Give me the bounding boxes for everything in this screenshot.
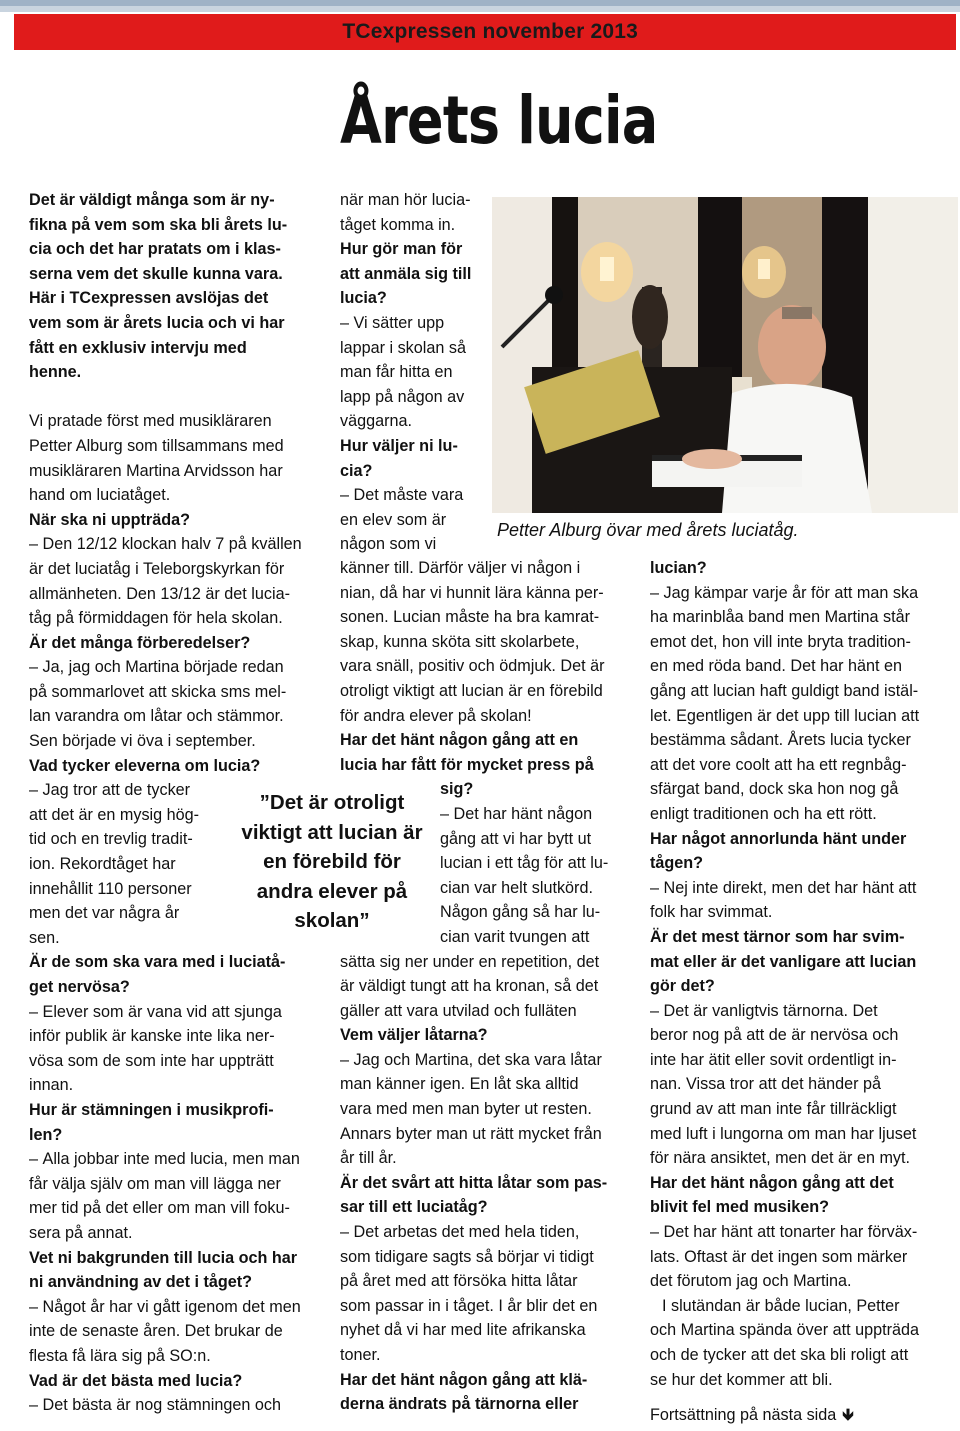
text-line bbox=[650, 999, 950, 1024]
text-line bbox=[340, 1097, 640, 1122]
text-line bbox=[29, 606, 329, 631]
text-line-content: det förutom jag och Martina. bbox=[650, 1272, 852, 1291]
text-line-content: Vi pratade först med musikläraren bbox=[29, 412, 272, 431]
text-line-content: sonen. Lucian måste ha bra kamrat- bbox=[340, 608, 600, 627]
text-line bbox=[650, 753, 950, 778]
pull-quote-line: skolan” bbox=[294, 909, 370, 932]
text-line bbox=[29, 1123, 329, 1148]
text-line-content: Petter Alburg som tillsammans med bbox=[29, 436, 284, 455]
text-line-content: som passar in i tåget. I år blir det en bbox=[340, 1296, 598, 1315]
text-line-content: – Jag kämpar varje år för att man ska bbox=[650, 583, 919, 602]
text-line bbox=[650, 950, 950, 975]
text-line-content: Har det hänt någon gång att det bbox=[650, 1173, 894, 1192]
text-line bbox=[650, 1245, 950, 1270]
text-line-content: någon som vi bbox=[340, 535, 437, 554]
text-line bbox=[29, 213, 329, 238]
text-line-content: sera på annat. bbox=[29, 1223, 133, 1242]
text-line-content: skap, kunna sköta sitt skolarbete, bbox=[340, 632, 580, 651]
text-line bbox=[29, 1246, 329, 1271]
text-line bbox=[340, 1368, 640, 1393]
text-line-content: lucia? bbox=[340, 289, 387, 308]
text-line-content: en med röda band. Det har hänt en bbox=[650, 657, 902, 676]
text-line-content: Är det svårt att hitta låtar som pas- bbox=[340, 1173, 608, 1192]
text-line bbox=[340, 213, 490, 238]
text-line-content: lapp på någon av bbox=[340, 387, 465, 406]
text-line-content: lats. Oftast är det ingen som märker bbox=[650, 1247, 908, 1266]
text-line bbox=[650, 1294, 950, 1319]
text-line bbox=[29, 1221, 329, 1246]
text-line-content: mat eller är det vanligare att lucian bbox=[650, 952, 917, 971]
text-line-content: toner. bbox=[340, 1346, 381, 1364]
text-line-content: Elever som är vana vid att sjunga bbox=[42, 1002, 282, 1021]
text-line-content: cia och det har pratats om i klas- bbox=[29, 240, 281, 259]
text-line bbox=[29, 1393, 329, 1418]
text-line-content: att anmäla sig till bbox=[340, 264, 472, 283]
text-line-content: ni användning av det i tåget? bbox=[29, 1273, 253, 1292]
issue-title: TCexpressen november 2013 bbox=[342, 20, 638, 43]
text-line-content: Annars byter man ut rätt mycket från bbox=[340, 1124, 602, 1143]
text-line bbox=[340, 434, 490, 459]
text-line bbox=[340, 1171, 640, 1196]
text-line-content: med luft i lungorna om man har ljuset bbox=[650, 1124, 917, 1143]
text-line-content: sfärgat band, dock ska hon nog gå bbox=[650, 780, 899, 799]
arrow-down-icon: 🡻 bbox=[842, 1406, 854, 1424]
text-line-content: – Det har hänt någon bbox=[440, 804, 593, 823]
text-line bbox=[340, 336, 490, 361]
text-line bbox=[650, 974, 950, 999]
text-line bbox=[650, 1122, 950, 1147]
text-line bbox=[340, 1072, 640, 1097]
top-border-light bbox=[0, 6, 960, 12]
text-line-content: Här i TCexpressen avslöjas det bbox=[29, 289, 269, 308]
text-line-content: tågen? bbox=[650, 854, 704, 873]
text-line bbox=[29, 1319, 329, 1344]
text-line-content: Hur gör man för bbox=[340, 240, 463, 259]
text-line-content: emot det, hon vill inte bryta tradition- bbox=[650, 632, 911, 651]
text-line bbox=[29, 680, 329, 705]
text-line-content: känner till. Därför väljer vi någon i bbox=[340, 559, 581, 577]
text-line-content: serna vem det skulle kunna vara. bbox=[29, 264, 283, 283]
text-line-content: Alla jobbar inte med lucia, men man bbox=[42, 1150, 300, 1169]
text-line bbox=[340, 1392, 640, 1417]
text-line bbox=[340, 1343, 640, 1368]
text-line bbox=[650, 1368, 950, 1393]
text-line bbox=[650, 925, 950, 950]
text-line bbox=[650, 1269, 950, 1294]
text-line-content: Det är väldigt många som är ny- bbox=[29, 191, 275, 209]
text-line bbox=[650, 827, 950, 852]
text-line bbox=[29, 1147, 329, 1172]
text-line-content: Har det hänt någon gång att klä- bbox=[340, 1370, 588, 1389]
text-line-content: sig? bbox=[440, 780, 474, 799]
text-line bbox=[29, 1172, 329, 1197]
text-line bbox=[29, 729, 329, 754]
text-line bbox=[340, 630, 640, 655]
text-line-content: När ska ni uppträda? bbox=[29, 510, 191, 529]
text-line-content: Är de som ska vara med i luciatå- bbox=[29, 953, 286, 972]
text-line bbox=[650, 1048, 950, 1073]
text-line-content: när man hör lucia- bbox=[340, 191, 471, 209]
text-line-content: för nära ansiktet, men det är en myt. bbox=[650, 1149, 911, 1168]
text-line bbox=[340, 753, 640, 778]
text-line-content: lucian i ett tåg för att lu- bbox=[440, 854, 609, 873]
text-line bbox=[29, 286, 329, 311]
text-line-content: let. Egentligen är det upp till lucian att bbox=[650, 706, 920, 725]
text-line-content: att det är en mysig hög- bbox=[29, 805, 200, 824]
text-line-content: Något år har vi gått igenom det men bbox=[42, 1297, 301, 1316]
text-line-content: Ja, jag och Martina började redan bbox=[42, 658, 284, 677]
text-line-content: fått en exklusiv intervju med bbox=[29, 338, 247, 357]
text-line-content: Vad tycker eleverna om lucia? bbox=[29, 756, 261, 775]
text-line-content: vara snäll, positiv och ödmjuk. Det är bbox=[340, 657, 605, 676]
text-line bbox=[340, 679, 640, 704]
text-line bbox=[650, 1023, 950, 1048]
text-line bbox=[29, 631, 329, 656]
text-line-content: mer tid på det eller om man vill foku- bbox=[29, 1199, 290, 1218]
text-line-content: Sen började vi öva i september. bbox=[29, 732, 256, 751]
text-line-content: innehållit 110 personer bbox=[29, 879, 192, 898]
text-line-content: på sommarlovet att skicka sms mel- bbox=[29, 682, 287, 701]
pull-quote-line: ”Det är otroligt bbox=[259, 791, 405, 814]
text-line bbox=[650, 1146, 950, 1171]
text-line-content: – Det är vanligtvis tärnorna. Det bbox=[650, 1001, 878, 1020]
text-line bbox=[650, 876, 950, 901]
text-line bbox=[29, 508, 329, 533]
text-line bbox=[650, 1072, 950, 1097]
text-line-content: tid och en trevlig tradit- bbox=[29, 830, 193, 849]
text-line bbox=[650, 1171, 950, 1196]
text-line-content: för andra elever på skolan! bbox=[340, 706, 532, 725]
text-line-content: men det var några år bbox=[29, 904, 180, 923]
text-line bbox=[340, 605, 640, 630]
photo-illustration bbox=[492, 197, 958, 513]
text-line bbox=[29, 336, 329, 361]
text-line bbox=[340, 286, 490, 311]
text-line bbox=[340, 950, 640, 975]
text-line bbox=[340, 311, 490, 336]
text-line-content: enligt traditionen och ha ett rött. bbox=[650, 804, 877, 823]
text-line bbox=[340, 532, 490, 557]
text-line-content: – Jag och Martina, det ska vara låtar bbox=[340, 1050, 602, 1069]
text-line-content: Har det hänt någon gång att en bbox=[340, 731, 579, 750]
text-line bbox=[340, 1269, 640, 1294]
column-2-top bbox=[340, 188, 490, 557]
text-line-content: cian var helt slutkörd. bbox=[440, 878, 593, 897]
text-line bbox=[650, 728, 950, 753]
text-line bbox=[340, 1023, 640, 1048]
text-line bbox=[340, 459, 490, 484]
article-photo bbox=[492, 197, 958, 513]
text-line bbox=[650, 556, 950, 581]
text-line bbox=[29, 704, 329, 729]
text-line-content: inte har ätit eller sovit ordentligt in- bbox=[650, 1050, 897, 1069]
text-line-content: grund av att man inte får tillräckligt bbox=[650, 1100, 897, 1119]
text-line-content: ha marinblåa band men Martina står bbox=[650, 608, 911, 627]
text-line bbox=[650, 1195, 950, 1220]
text-line-content: tåg på förmiddagen för hela skolan. bbox=[29, 609, 283, 628]
text-line-content: får välja själv om man vill lägga ner bbox=[29, 1174, 281, 1193]
text-line-content: Den 12/12 klockan halv 7 på kvällen bbox=[42, 535, 302, 554]
article-headline: Årets lucia bbox=[340, 82, 658, 159]
text-line bbox=[340, 999, 640, 1024]
text-line-content: – Det arbetas det med hela tiden, bbox=[340, 1223, 580, 1242]
text-line-content: gör det? bbox=[650, 977, 715, 996]
text-line-content: hand om luciatåget. bbox=[29, 486, 171, 505]
text-line-content: gång att vi har bytt ut bbox=[440, 829, 592, 848]
pull-quote-line: viktigt att lucian är bbox=[241, 820, 423, 844]
text-line bbox=[29, 1000, 329, 1025]
text-line-content: gäller att vara utvilad och fulläten bbox=[340, 1001, 577, 1020]
text-line bbox=[340, 1318, 640, 1343]
text-line bbox=[340, 704, 640, 729]
text-line bbox=[29, 1369, 329, 1394]
pull-quote bbox=[231, 788, 433, 936]
text-line-content: beror nog på att de är nervösa och bbox=[650, 1026, 899, 1045]
text-line-content: – Det har hänt att tonarter har förväx- bbox=[650, 1223, 918, 1242]
text-line-content: år till år. bbox=[340, 1149, 397, 1168]
text-line-content: Vet ni bakgrunden till lucia och har bbox=[29, 1248, 298, 1267]
text-line bbox=[29, 975, 329, 1000]
text-line bbox=[29, 557, 329, 582]
text-line-content: man känner igen. En låt ska alltid bbox=[340, 1075, 579, 1094]
text-line-content: Vi sätter upp bbox=[353, 313, 445, 332]
text-line-content: sar till ett luciatåg? bbox=[340, 1198, 488, 1217]
text-line-content: innan. bbox=[29, 1076, 74, 1095]
text-line bbox=[340, 974, 640, 999]
text-line-content: folk har svimmat. bbox=[650, 903, 773, 922]
text-line-content: Hur väljer ni lu- bbox=[340, 436, 458, 455]
text-line-content: I slutändan är både lucian, Petter bbox=[662, 1296, 900, 1315]
text-line bbox=[340, 188, 490, 213]
text-line bbox=[650, 851, 950, 876]
text-line-content: vem som är årets lucia och vi har bbox=[29, 313, 285, 332]
text-line bbox=[29, 1270, 329, 1295]
text-line bbox=[29, 1295, 329, 1320]
text-line bbox=[650, 1343, 950, 1368]
text-line-content: och de tycker att det ska bli roligt att bbox=[650, 1346, 909, 1364]
text-line-content: musikläraren Martina Arvidsson har bbox=[29, 461, 283, 480]
text-line bbox=[29, 1073, 329, 1098]
text-line bbox=[340, 654, 640, 679]
text-line-content: henne. bbox=[29, 363, 82, 382]
text-line bbox=[29, 1344, 329, 1369]
text-line bbox=[340, 508, 490, 533]
text-line bbox=[29, 360, 329, 385]
text-line-content: se hur det kommer att bli. bbox=[650, 1370, 833, 1389]
text-line-content: är väldigt tungt att ha kronan, så det bbox=[340, 977, 599, 996]
column-3 bbox=[650, 556, 950, 1392]
text-line bbox=[650, 1097, 950, 1122]
text-line bbox=[29, 655, 329, 680]
text-line-content: inte de senaste åren. Det brukar de bbox=[29, 1322, 283, 1341]
text-line bbox=[29, 409, 329, 434]
text-line-content: bestämma sådant. Årets lucia tycker bbox=[650, 731, 911, 750]
text-line-content: och Martina spända över att uppträda bbox=[650, 1321, 920, 1340]
text-line-content: nan. Vissa tror att det händer på bbox=[650, 1075, 881, 1094]
text-line-content: en elev som är bbox=[340, 510, 447, 529]
text-line bbox=[340, 237, 490, 262]
text-line-content: lucia har fått för mycket press på bbox=[340, 755, 594, 774]
text-line bbox=[650, 654, 950, 679]
text-line bbox=[340, 483, 490, 508]
text-line-content: len? bbox=[29, 1125, 63, 1144]
text-line-content: lucian? bbox=[650, 559, 707, 577]
text-line bbox=[340, 1195, 640, 1220]
text-line bbox=[29, 262, 329, 287]
text-line-content: Någon gång så har lu- bbox=[440, 903, 601, 922]
text-line bbox=[650, 704, 950, 729]
text-line-content: Är det många förberedelser? bbox=[29, 633, 251, 652]
text-line-content: allmänheten. Den 13/12 är det lucia- bbox=[29, 584, 290, 603]
text-line bbox=[650, 900, 950, 925]
text-line-content: nyhet då vi har med lite afrikanska bbox=[340, 1321, 586, 1340]
text-line-content: är det luciatåg i Teleborgskyrkan för bbox=[29, 559, 285, 578]
text-line bbox=[29, 582, 329, 607]
pull-quote-line: en förebild för bbox=[263, 850, 401, 873]
text-line-content: vösa som de som inte har uppträtt bbox=[29, 1051, 274, 1070]
text-line bbox=[340, 385, 490, 410]
text-line bbox=[29, 1049, 329, 1074]
text-line-content: väggarna. bbox=[340, 412, 412, 431]
pull-quote-line: andra elever på bbox=[256, 879, 408, 903]
text-line bbox=[29, 1196, 329, 1221]
text-line-content: otroligt viktigt att lucian är en förebild bbox=[340, 681, 603, 700]
text-line bbox=[340, 1245, 640, 1270]
text-line bbox=[650, 679, 950, 704]
text-line bbox=[340, 1048, 640, 1073]
text-line bbox=[29, 188, 329, 213]
text-line-content: tåget komma in. bbox=[340, 215, 456, 234]
text-line-content: fikna på vem som ska bli årets lu- bbox=[29, 215, 288, 234]
text-line-content: som tidigare sagts så börjar vi tidigt bbox=[340, 1247, 594, 1266]
text-line bbox=[650, 802, 950, 827]
text-line bbox=[340, 409, 490, 434]
column-2-bottom bbox=[340, 556, 640, 1417]
text-line bbox=[29, 434, 329, 459]
text-line bbox=[650, 777, 950, 802]
text-line-content: ion. Rekordtåget har bbox=[29, 855, 176, 874]
text-line-content: – Nej inte direkt, men det har hänt att bbox=[650, 878, 917, 897]
text-line-content: Det bästa är nog stämningen och bbox=[42, 1396, 281, 1415]
text-line-content: Är det mest tärnor som har svim- bbox=[650, 927, 905, 946]
text-line-content: Vad är det bästa med lucia? bbox=[29, 1371, 243, 1390]
text-line-content: på året med att försöka hitta låtar bbox=[340, 1272, 578, 1291]
text-line bbox=[29, 311, 329, 336]
text-line bbox=[340, 360, 490, 385]
text-line bbox=[340, 581, 640, 606]
text-line-content: lan varandra om låtar och stämmor. bbox=[29, 707, 284, 726]
text-line-content: inför publik är kanske inte lika ner- bbox=[29, 1027, 275, 1046]
text-line bbox=[340, 262, 490, 287]
text-line bbox=[340, 728, 640, 753]
text-line-content: Hur är stämningen i musikprofi- bbox=[29, 1100, 274, 1119]
text-line bbox=[340, 1220, 640, 1245]
text-line-content: sen. bbox=[29, 928, 60, 947]
text-line bbox=[650, 630, 950, 655]
text-line bbox=[29, 385, 329, 410]
text-line bbox=[29, 532, 329, 557]
text-line bbox=[29, 237, 329, 262]
text-line-content: Det måste vara bbox=[353, 486, 464, 505]
text-line-content: derna ändrats på tärnorna eller bbox=[340, 1395, 579, 1414]
text-line-content: man får hitta en bbox=[340, 363, 453, 382]
text-line bbox=[650, 1318, 950, 1343]
text-line bbox=[29, 459, 329, 484]
text-line bbox=[340, 1146, 640, 1171]
text-line bbox=[29, 1024, 329, 1049]
photo-caption: Petter Alburg övar med årets luciatåg. bbox=[497, 520, 799, 540]
text-line bbox=[340, 556, 640, 581]
text-line-content: Vem väljer låtarna? bbox=[340, 1026, 488, 1045]
text-line-content: sätta sig ner under en repetition, det bbox=[340, 952, 600, 971]
text-line bbox=[650, 605, 950, 630]
text-line-content: get nervösa? bbox=[29, 978, 130, 996]
text-line bbox=[340, 1122, 640, 1147]
text-line-content: lappar i skolan så bbox=[340, 338, 466, 357]
text-line-content: Jag tror att de tycker bbox=[42, 781, 191, 800]
continued-note bbox=[650, 1404, 854, 1431]
text-line-content: att det vore coolt att ha ett regnbåg- bbox=[650, 755, 907, 774]
text-line-content: blivit fel med musiken? bbox=[650, 1198, 830, 1217]
text-line-content: nian, då har vi hunnit lära känna per- bbox=[340, 583, 604, 602]
text-line-content: cia? bbox=[340, 461, 373, 480]
text-line-content: cian varit tvungen att bbox=[440, 927, 590, 946]
text-line-content: Har något annorlunda hänt under bbox=[650, 829, 907, 848]
text-line bbox=[29, 1098, 329, 1123]
text-line bbox=[650, 581, 950, 606]
text-line bbox=[29, 950, 329, 975]
continued-text: Fortsättning på nästa sida bbox=[650, 1406, 837, 1424]
text-line-content: flesta få lära sig på SO:n. bbox=[29, 1346, 211, 1365]
text-line-content: vara med men man byter ut resten. bbox=[340, 1100, 592, 1119]
text-line-content: gång att lucian haft guldigt band istäl- bbox=[650, 681, 919, 700]
text-line bbox=[29, 754, 329, 779]
text-line bbox=[650, 1220, 950, 1245]
text-line bbox=[29, 483, 329, 508]
text-line bbox=[340, 1294, 640, 1319]
